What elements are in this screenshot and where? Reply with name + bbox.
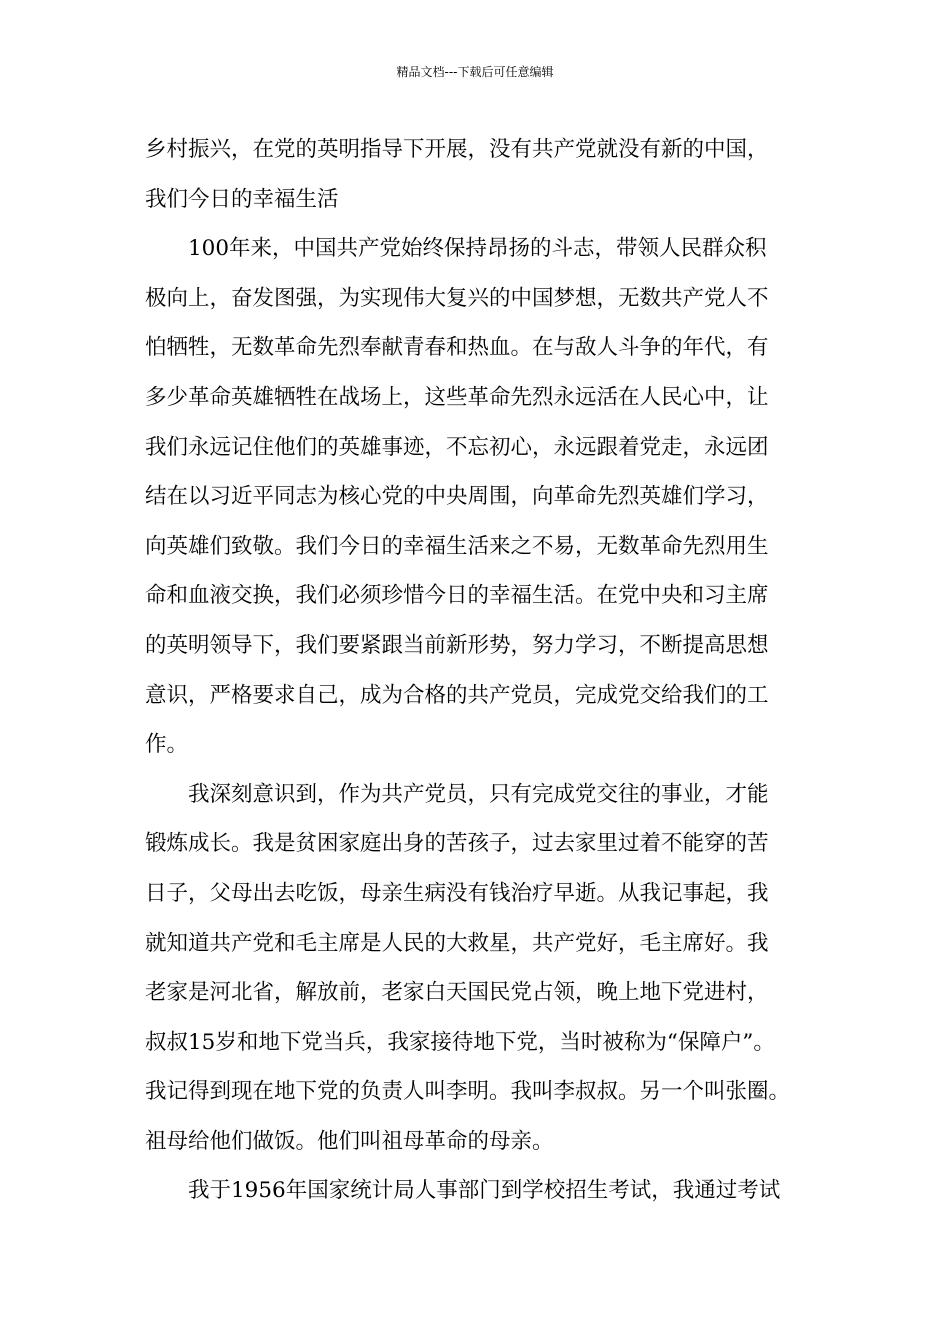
text-line: 向英雄们致敬。我们今日的幸福生活来之不易，无数革命先烈用生 [145, 533, 769, 559]
text-line: 就知道共产党和毛主席是人民的大救星，共产党好，毛主席好。我 [145, 930, 769, 956]
text-line: 100年来，中国共产党始终保持昂扬的斗志，带领人民群众积 [188, 236, 767, 262]
text-line: 我们永远记住他们的英雄事迹，不忘初心，永远跟着党走，永远团 [145, 434, 769, 460]
text-line: 我们今日的幸福生活 [145, 186, 339, 212]
text-line: 我深刻意识到，作为共产党员，只有完成党交往的事业，才能 [188, 781, 769, 807]
text-line: 作。 [145, 732, 189, 758]
text-line: 怕牺牲，无数革命先烈奉献青春和热血。在与敌人斗争的年代，有 [145, 335, 769, 361]
text-line: 意识，严格要求自己，成为合格的共产党员，完成党交给我们的工 [145, 682, 769, 708]
text-line: 结在以习近平同志为核心党的中央周围，向革命先烈英雄们学习， [145, 484, 769, 510]
text-line: 老家是河北省，解放前，老家白天国民党占领，晚上地下党进村， [145, 980, 769, 1006]
text-line: 命和血液交换，我们必须珍惜今日的幸福生活。在党中央和习主席 [145, 583, 769, 609]
text-line: 乡村振兴，在党的英明指导下开展，没有共产党就没有新的中国， [145, 137, 769, 162]
text-line: 我于1956年国家统计局人事部门到学校招生考试，我通过考试 [188, 1178, 781, 1204]
page-header: 精品文档---下载后可任意编辑 [396, 65, 554, 79]
text-line: 锻炼成长。我是贫困家庭出身的苦孩子，过去家里过着不能穿的苦 [145, 831, 769, 857]
text-line: 日子，父母出去吃饭，母亲生病没有钱治疗早逝。从我记事起，我 [145, 880, 769, 906]
text-line: 多少革命英雄牺牲在战场上，这些革命先烈永远活在人民心中，让 [145, 384, 769, 410]
text-line: 我记得到现在地下党的负责人叫李明。我叫李叔叔。另一个叫张圈。 [145, 1079, 791, 1105]
text-line: 叔叔15岁和地下党当兵，我家接待地下党，当时被称为“保障户”。 [145, 1029, 775, 1055]
document-body [145, 125, 825, 1216]
text-line: 祖母给他们做饭。他们叫祖母革命的母亲。 [145, 1128, 554, 1154]
text-line: 的英明领导下，我们要紧跟当前新形势，努力学习，不断提高思想 [145, 632, 769, 658]
text-line: 极向上，奋发图强，为实现伟大复兴的中国梦想，无数共产党人不 [145, 285, 769, 311]
